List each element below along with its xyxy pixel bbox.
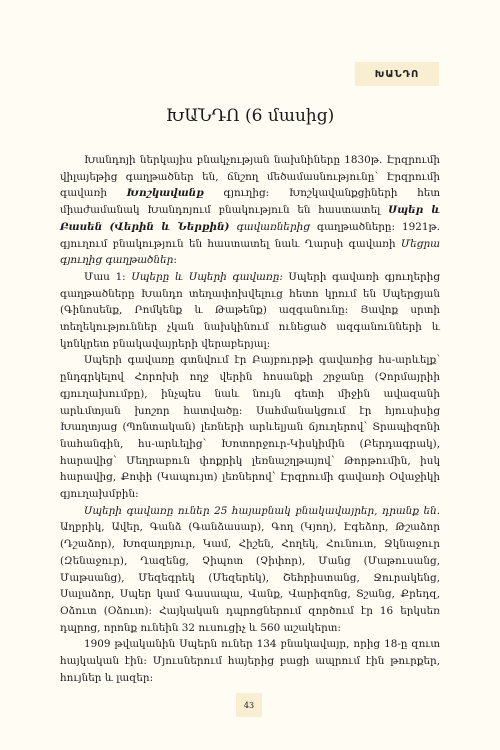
text-run: Սպեր և Բասեն (Վերին և Ներքին) [60,204,440,233]
text-run: Աղբրիկ, Ավեր, Գանձ (Գանձասար), Գող (Կյող), Էգեձոր, Թշաձոր (Դշաձոր), Խոզաղբյուր, Կամ, Հիշեն, Հողեկ, Հունուտ, Ջկնաջուր (Զենաջուր), Ղազենց, Չիպոտ (Չիփոր), Մանց (Մաթուսանց, Մաթսանց), Մեզեգրեկ (Մեզերեկ), Շեհրիստանց, Ջուրակենց, Սալաձոր, Սպեր կամ Գասապա, Վանք, Վարիզոնց, Տշանց, Քրեդզ, Օձուտ (Օձուտ): Հայկական դպրոցներում զործում էր 16 երկսեռ դպրոց, որոնք ունեին 32 ուսուցիչ և 560 աշակերտ: [60,521,440,634]
paragraph [60,503,440,637]
text-run: գյուղից: Խոշկավանքցիների հետ միաժամանակ Խանդոյում բնակություն են հաստատել [60,187,440,217]
text-run: գաղթածները: 1921թ. գյուղում բնակություն են հաստատել նաև Ղարսի գավառի [60,220,441,250]
paragraph [60,352,440,502]
text-run: գավառներից [229,220,310,233]
text-run: Սպերի գավառը ուներ 25 հայաբնակ բնակավայրեր, դրանք են. [84,504,440,517]
text-run: Մաս 1: [84,270,132,283]
paragraph [60,636,440,686]
page-number: 43 [236,693,262,717]
text-run: : [173,254,177,267]
paragraph [60,269,440,353]
text-run: Սպերը և Սպերի գավառը: [131,270,283,283]
text-run: Մեցրա գյուղից գաղթածներ [60,237,440,267]
text-run: Խոշկավանք [126,187,204,200]
text-run: Խանդոյի ներկայիս բնակչության նախնիները 1830թ. Էրզրումի վիլայեթից գաղթածներ են, ճնշող մեծամասնությունը՝ Էրզրումի գավառի [60,154,440,200]
page-title: ԽԱՆԴՈ (6 մասից) [165,106,335,126]
text-run: 1909 թվականին Սպերն ուներ 134 բնակավայր, որից 18-ը զուտ հայկական էին: Մյուսներում հայերից բացի ապրում էին թուրքեր, հույներ և լազեր: [60,638,440,684]
text-run: Սպերի գավառի գյուղերից գաղթածները Խանդո տեղափոխվելուց հետո կրում են Սպերցյան (Գինոսենք, Րոմկենք և Թաթենք) ազգանունը: Յավոք սրտի տեղեկություններ չկան նախկինում ունեցած ազգանունների և կոնկրետ բնակավայրերի վերաբերյալ: [60,270,441,350]
body-text [60,152,440,687]
running-head: ԽԱՆԴՈ [355,62,439,86]
paragraph [60,152,440,269]
text-run: Սպերի գավառը գտնվում էր Բայբուրթի գավառից հս-արևելք՝ ընդգրկելով Հորոխի ողջ վերին հոսանքի շրջանը (Չորմայրիի գյուղախումբը), ինչպես նաև նույն գետի միջին ավազանի արևմտյան խոշոր հատվածը: Սահմանակցում էր հյուսիսից Խաղտյաց (Պոնտական) լեռների արևելյան ճյուղերով՝ Տրապիզոնի նահանգին, հս-արևելից՝ Խոտորջուր-Կիսկիմին (Բերդագրակ), հարավից՝ Մեղրաբուն փոքրիկ լեռնաշղթայով՝ Թորթումին, իսկ հարավից, Քոփի (Կապույտ) լեռներով՝ Էրզրումի գավառի Օվաջիկի գյուղախմբին: [60,354,440,501]
